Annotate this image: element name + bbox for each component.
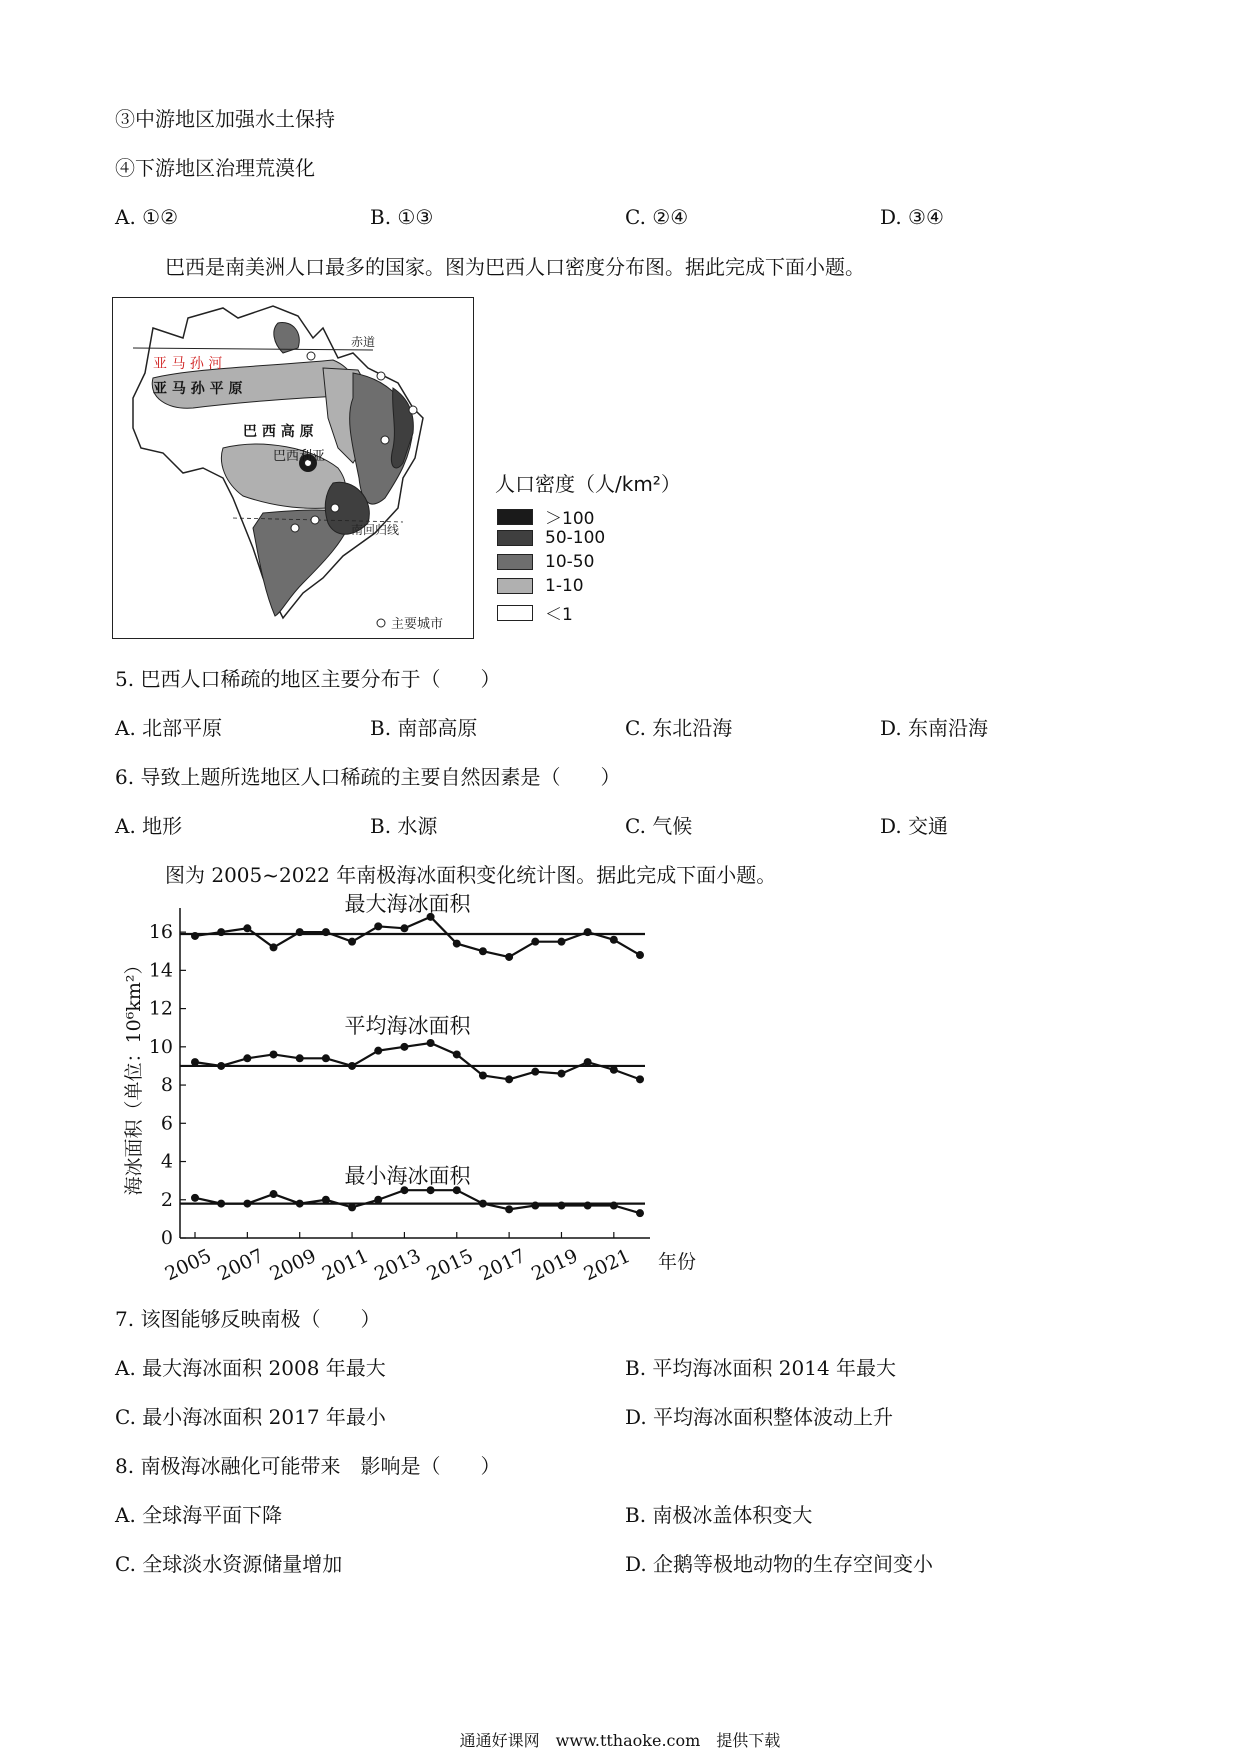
city-marker <box>377 372 385 380</box>
legend-swatch <box>497 554 533 570</box>
data-point <box>531 1068 539 1076</box>
series-label: 最大海冰面积 <box>344 892 471 916</box>
x-tick-label: 2011 <box>318 1244 372 1286</box>
data-point <box>427 1039 435 1047</box>
x-tick-label: 2019 <box>528 1244 582 1286</box>
ice-intro: 图为 2005~2022 年南极海冰面积变化统计图。据此完成下面小题。 <box>165 863 777 887</box>
series-line <box>195 1190 640 1213</box>
x-tick-label: 2013 <box>371 1244 425 1286</box>
data-point <box>505 1205 513 1213</box>
q6-option-a: A. 地形 <box>115 814 183 838</box>
label-equator: 赤道 <box>351 335 376 349</box>
series-line <box>195 917 640 957</box>
data-point <box>348 1203 356 1211</box>
data-point <box>479 1200 487 1208</box>
density-legend-item <box>497 576 584 596</box>
data-point <box>217 928 225 936</box>
q8-option-d: D. 企鹅等极地动物的生存空间变小 <box>625 1552 934 1576</box>
x-tick-label: 2009 <box>266 1244 320 1286</box>
density-legend-item <box>497 552 594 572</box>
density-legend-item <box>497 504 594 529</box>
data-point <box>374 922 382 930</box>
data-point <box>270 943 278 951</box>
q8-stem: 8. 南极海冰融化可能带来 影响是（ ） <box>115 1454 501 1478</box>
data-point <box>348 1062 356 1070</box>
q4-option-c: C. ②④ <box>625 205 689 229</box>
legend-label: ＜1 <box>545 605 573 625</box>
city-marker <box>291 524 299 532</box>
brazil-intro: 巴西是南美洲人口最多的国家。图为巴西人口密度分布图。据此完成下面小题。 <box>165 255 865 279</box>
x-tick-label: 2021 <box>580 1244 634 1286</box>
data-point <box>296 1054 304 1062</box>
q6-option-c: C. 气候 <box>625 814 693 838</box>
data-point <box>505 1075 513 1083</box>
q7-option-c: C. 最小海冰面积 2017 年最小 <box>115 1405 386 1429</box>
label-brasilia: 巴西利亚 <box>273 449 326 464</box>
label-city-legend: 主要城市 <box>391 617 444 632</box>
x-tick-label: 2017 <box>475 1244 529 1286</box>
data-point <box>243 1200 251 1208</box>
label-amazon-river: 亚 马 孙 河 <box>153 356 223 372</box>
brazil-map-svg <box>113 298 473 638</box>
data-point <box>584 1202 592 1210</box>
label-brazil-plateau: 巴 西 高 原 <box>243 424 314 440</box>
data-point <box>453 1050 461 1058</box>
q6-option-d: D. 交通 <box>880 814 949 838</box>
q8-option-b: B. 南极冰盖体积变大 <box>625 1503 813 1527</box>
q4-option-a: A. ①② <box>115 205 179 229</box>
q6-stem: 6. 导致上题所选地区人口稀疏的主要自然因素是（ ） <box>115 765 621 789</box>
data-point <box>322 1196 330 1204</box>
q7-option-b: B. 平均海冰面积 2014 年最大 <box>625 1356 897 1380</box>
data-point <box>636 951 644 959</box>
page-footer: 通通好课网 www.tthaoke.com 提供下载 <box>459 1731 781 1750</box>
y-tick-label: 16 <box>148 921 173 944</box>
data-point <box>610 1202 618 1210</box>
y-tick-label: 8 <box>160 1074 173 1097</box>
data-point <box>217 1062 225 1070</box>
data-point <box>636 1075 644 1083</box>
data-point <box>374 1196 382 1204</box>
sea-ice-chart <box>105 892 697 1286</box>
data-point <box>400 1043 408 1051</box>
y-tick-label: 14 <box>148 959 173 982</box>
city-marker <box>409 406 417 414</box>
statement-3: ③中游地区加强水土保持 <box>115 107 335 131</box>
data-point <box>557 938 565 946</box>
q5-option-a: A. 北部平原 <box>115 716 223 740</box>
x-tick-label: 2015 <box>423 1244 477 1286</box>
city-marker <box>381 436 389 444</box>
q5-option-d: D. 东南沿海 <box>880 716 989 740</box>
series-label: 最小海冰面积 <box>344 1164 471 1188</box>
legend-label: 50-100 <box>545 528 606 548</box>
data-point <box>531 938 539 946</box>
data-point <box>610 936 618 944</box>
data-point <box>584 928 592 936</box>
data-point <box>479 947 487 955</box>
y-axis-label: 海冰面积（单位：10⁶km²） <box>123 955 145 1196</box>
legend-label: ＞100 <box>545 509 595 529</box>
city-marker <box>331 504 339 512</box>
y-tick-label: 0 <box>160 1227 173 1249</box>
city-marker <box>307 352 315 360</box>
label-tropic: 南回归线 <box>351 523 400 537</box>
city-marker <box>311 516 319 524</box>
data-point <box>191 1058 199 1066</box>
x-tick-label: 2005 <box>161 1244 215 1286</box>
data-point <box>296 928 304 936</box>
q7-stem: 7. 该图能够反映南极（ ） <box>115 1307 381 1331</box>
y-tick-label: 4 <box>160 1150 173 1173</box>
brazil-density-map <box>112 297 474 639</box>
q8-option-a: A. 全球海平面下降 <box>115 1503 283 1527</box>
data-point <box>322 1054 330 1062</box>
data-point <box>217 1200 225 1208</box>
data-point <box>584 1058 592 1066</box>
density-legend-item <box>497 528 605 548</box>
q7-option-a: A. 最大海冰面积 2008 年最大 <box>115 1356 386 1380</box>
data-point <box>505 953 513 961</box>
density-legend-title: 人口密度（人/km²） <box>495 472 681 496</box>
legend-swatch <box>497 530 533 546</box>
x-axis-label: 年份 <box>658 1251 697 1273</box>
data-point <box>636 1209 644 1217</box>
data-point <box>374 1047 382 1055</box>
data-point <box>531 1202 539 1210</box>
density-legend-item <box>497 600 573 625</box>
y-tick-label: 6 <box>160 1112 173 1135</box>
data-point <box>191 932 199 940</box>
legend-label: 10-50 <box>545 552 595 572</box>
series-label: 平均海冰面积 <box>344 1014 471 1038</box>
data-point <box>453 940 461 948</box>
legend-swatch <box>497 605 533 621</box>
q4-option-b: B. ①③ <box>370 205 434 229</box>
q6-option-b: B. 水源 <box>370 814 438 838</box>
data-point <box>243 1054 251 1062</box>
data-point <box>270 1190 278 1198</box>
series-line <box>195 1043 640 1079</box>
data-point <box>348 938 356 946</box>
data-point <box>479 1072 487 1080</box>
x-tick-label: 2007 <box>214 1244 268 1286</box>
legend-label: 1-10 <box>545 576 584 596</box>
data-point <box>270 1050 278 1058</box>
data-point <box>191 1194 199 1202</box>
data-point <box>296 1200 304 1208</box>
statement-4: ④下游地区治理荒漠化 <box>115 156 315 180</box>
data-point <box>243 924 251 932</box>
data-point <box>557 1070 565 1078</box>
city-legend-marker <box>377 619 385 627</box>
label-amazon-plain: 亚 马 孙 平 原 <box>153 381 243 397</box>
q5-option-b: B. 南部高原 <box>370 716 478 740</box>
q7-option-d: D. 平均海冰面积整体波动上升 <box>625 1405 894 1429</box>
y-tick-label: 2 <box>160 1188 173 1211</box>
legend-swatch <box>497 509 533 525</box>
q4-option-d: D. ③④ <box>880 205 944 229</box>
q5-option-c: C. 东北沿海 <box>625 716 733 740</box>
data-point <box>610 1066 618 1074</box>
legend-swatch <box>497 578 533 594</box>
y-tick-label: 12 <box>148 997 173 1020</box>
q5-stem: 5. 巴西人口稀疏的地区主要分布于（ ） <box>115 667 501 691</box>
y-tick-label: 10 <box>148 1035 173 1058</box>
data-point <box>557 1202 565 1210</box>
q8-option-c: C. 全球淡水资源储量增加 <box>115 1552 343 1576</box>
data-point <box>322 928 330 936</box>
data-point <box>400 924 408 932</box>
